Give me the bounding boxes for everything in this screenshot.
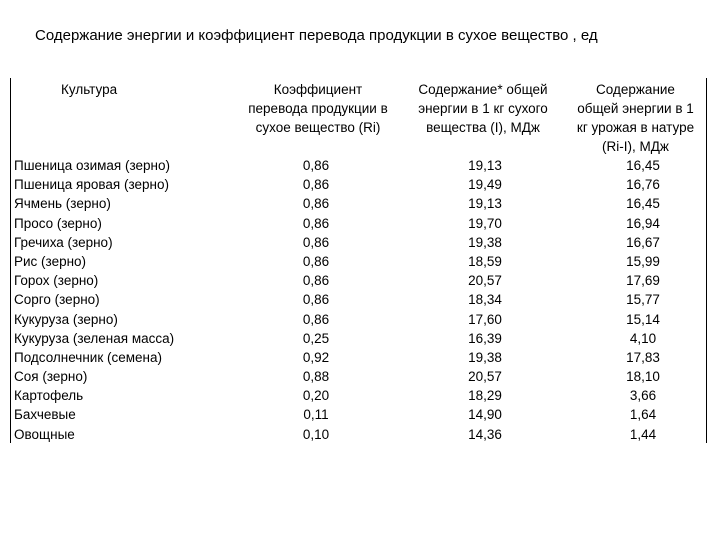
- header-energy: [403, 80, 563, 137]
- cell-energy: 19,38: [468, 349, 502, 365]
- header-energy-line: Содержание* общей: [418, 82, 548, 97]
- cell-coef: 0,86: [302, 292, 330, 308]
- cell-crop: Горох (зерно): [14, 273, 99, 289]
- header-coefficient: [233, 80, 403, 137]
- cell-crop: Подсолнечник (семена): [14, 349, 162, 365]
- table-body: [14, 156, 706, 444]
- header-yield-line: Содержание: [596, 82, 675, 97]
- table-row: [14, 252, 706, 271]
- cell-energy: 19,38: [468, 234, 502, 250]
- cell-energy: 19,13: [468, 158, 502, 173]
- cell-crop: Пшеница яровая (зерно): [14, 177, 169, 193]
- cell-yield-energy: 17,69: [626, 273, 660, 289]
- header-crop-line: Культура: [61, 82, 118, 97]
- cell-crop: Бахчевые: [14, 407, 76, 423]
- cell-coef: 0,86: [302, 273, 330, 289]
- cell-coef: 0,10: [302, 426, 330, 442]
- cell-coef: 0,86: [302, 158, 330, 173]
- cell-yield-energy: 16,45: [626, 158, 660, 173]
- cell-energy: 19,13: [468, 196, 502, 212]
- cell-energy: 14,90: [468, 407, 502, 423]
- table-row: [14, 156, 706, 175]
- page-title: Содержание энергии и коэффициент перевода продукции в сухое вещество , ед: [35, 27, 598, 44]
- cell-crop: Картофель: [14, 388, 84, 404]
- cell-yield-energy: 15,77: [626, 292, 660, 308]
- cell-yield-energy: 18,10: [626, 369, 660, 385]
- header-coef-line: сухое вещество (Ri): [255, 120, 381, 135]
- header-coef-line: перевода продукции в: [248, 101, 388, 116]
- cell-coef: 0,88: [302, 369, 330, 385]
- cell-crop: Просо (зерно): [14, 215, 102, 231]
- header-energy-line: энергии в 1 кг сухого: [418, 101, 548, 116]
- cell-energy: 14,36: [468, 426, 502, 442]
- cell-yield-energy: 16,67: [626, 234, 660, 250]
- cell-energy: 19,49: [468, 177, 502, 193]
- cell-coef: 0,86: [302, 177, 330, 193]
- cell-yield-energy: 1,64: [629, 407, 657, 423]
- cell-yield-energy: 4,10: [629, 330, 657, 346]
- table-row: [14, 425, 706, 444]
- header-coef-line: Коэффициент: [273, 82, 363, 97]
- header-crop: [61, 80, 117, 99]
- cell-crop: Ячмень (зерно): [14, 196, 111, 212]
- cell-energy: 18,34: [468, 292, 502, 308]
- cell-energy: 20,57: [468, 369, 502, 385]
- cell-yield-energy: 16,76: [626, 177, 660, 193]
- cell-yield-energy: 16,94: [626, 215, 660, 231]
- table-row: [14, 233, 706, 252]
- cell-energy: 19,70: [468, 215, 502, 231]
- header-yield-line: (Ri-I), МДж: [602, 139, 669, 154]
- table-row: [14, 367, 706, 386]
- table-row: [14, 175, 706, 194]
- cell-energy: 17,60: [468, 311, 502, 327]
- cell-energy: 20,57: [468, 273, 502, 289]
- table-row: [14, 290, 706, 309]
- cell-coef: 0,86: [302, 215, 330, 231]
- cell-coef: 0,86: [302, 196, 330, 212]
- header-energy-line: вещества (I), МДж: [426, 120, 540, 135]
- cell-coef: 0,92: [302, 349, 330, 365]
- header-yield-line: общей энергии в 1: [577, 101, 694, 116]
- cell-yield-energy: 15,14: [626, 311, 660, 327]
- table-row: [14, 214, 706, 233]
- cell-crop: Кукуруза (зерно): [14, 311, 118, 327]
- header-yield-line: кг урожая в натуре: [576, 120, 695, 135]
- cell-crop: Овощные: [14, 426, 75, 442]
- table-row: [14, 271, 706, 290]
- table-row: [14, 405, 706, 424]
- header-yield-energy: [563, 80, 708, 156]
- table-row: [14, 310, 706, 329]
- cell-energy: 18,59: [468, 253, 502, 269]
- cell-crop: Сорго (зерно): [14, 292, 100, 308]
- table-row: [14, 386, 706, 405]
- cell-coef: 0,86: [302, 234, 330, 250]
- cell-crop: Гречиха (зерно): [14, 234, 113, 250]
- cell-yield-energy: 3,66: [629, 388, 657, 404]
- cell-energy: 16,39: [468, 330, 502, 346]
- cell-crop: Кукуруза (зеленая масса): [14, 330, 175, 346]
- cell-crop: Рис (зерно): [14, 253, 87, 269]
- cell-coef: 0,11: [303, 407, 329, 423]
- table-row: [14, 194, 706, 213]
- cell-yield-energy: 16,45: [626, 196, 660, 212]
- cell-coef: 0,86: [302, 311, 330, 327]
- cell-yield-energy: 15,99: [626, 253, 660, 269]
- cell-energy: 18,29: [468, 388, 502, 404]
- cell-coef: 0,20: [302, 388, 330, 404]
- cell-yield-energy: 1,44: [629, 426, 657, 442]
- cell-coef: 0,25: [302, 330, 330, 346]
- cell-coef: 0,86: [302, 253, 330, 269]
- cell-crop: Соя (зерно): [14, 369, 88, 385]
- cell-crop: Пшеница озимая (зерно): [14, 158, 170, 173]
- table-row: [14, 348, 706, 367]
- table-row: [14, 329, 706, 348]
- cell-yield-energy: 17,83: [626, 349, 660, 365]
